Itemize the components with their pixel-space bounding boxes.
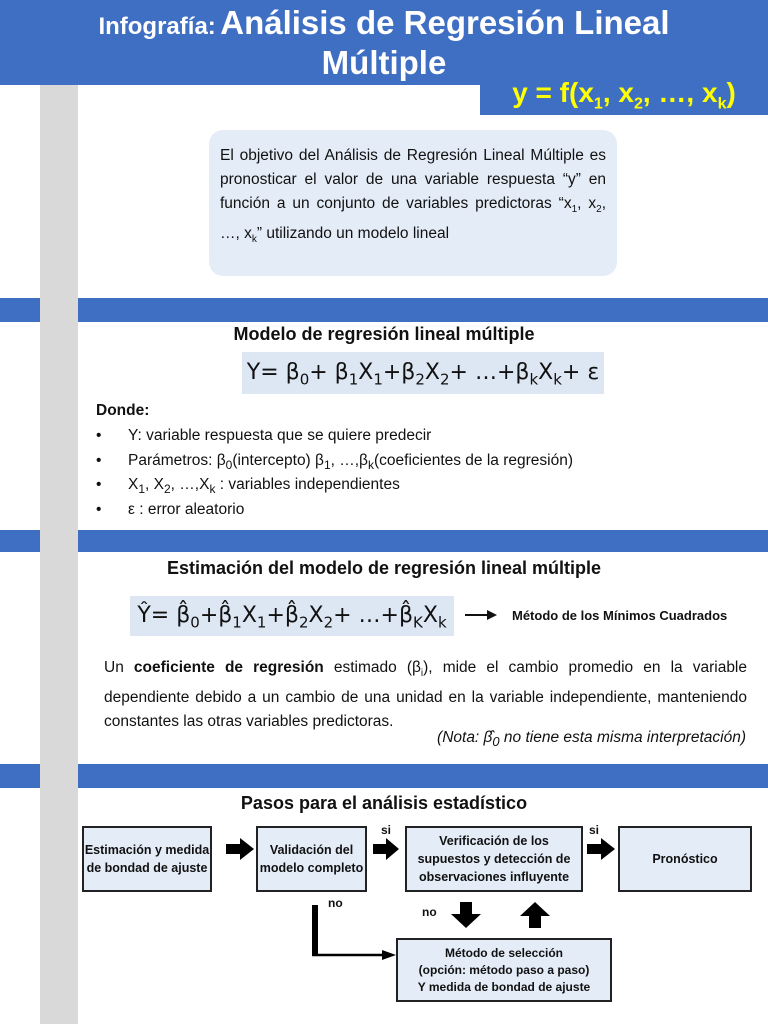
step-verification-box: Verificación de los supuestos y detección de observaciones influyente [405,826,583,892]
yes-label: si [381,823,392,837]
flow-arrow-icon [226,838,254,860]
function-formula: $y = f(x_1$, $x_2$, …, $x_k$) [480,70,768,115]
section-divider-band [0,764,768,788]
estimated-equation: Ŷ= $\betâ_0+\betâ_1X_1+\betâ_2X_2+$ $\dots+\betâ_KX_k$ [130,596,454,636]
list-item: • $X_1$, $X_2$, $\dots,X_k$ : variables independientes [96,473,736,498]
coefficient-explanation: Un coeficiente de regresión estimado $(\beta_i)$, mide el cambio promedio en la variable dependiente debido a un cambio de una unidad en la variable independiente, manteniendo constantes las otras variables predictoras. [104,659,747,731]
no-label: no [422,905,437,919]
section-divider-band [0,298,768,322]
title-prefix: Infografía: [98,13,216,40]
section-divider-band [0,530,768,552]
divider-gap [40,298,78,322]
left-decorative-stripe [40,85,78,1024]
list-item: • Parámetros: $\beta_0(intercepto)$ $\beta_1$, $\dots,\beta_k(coeficientes$ de la regresión) [96,449,736,474]
steps-heading: Pasos para el análisis estadístico [240,793,528,813]
elbow-arrow-icon [310,905,396,961]
title-main: Análisis de Regresión Lineal [220,4,670,41]
selection-line-2: (opción: método paso a paso) [418,962,590,977]
title-line-2: Múltiple [321,44,447,81]
divider-gap [40,530,78,552]
right-arrow-icon [465,608,497,622]
definitions-list [96,424,736,522]
yes-label: si [589,823,600,837]
method-label: Método de los Mínimos Cuadrados [512,608,728,623]
selection-line-3: Y medida de bondad de ajuste [417,979,591,994]
no-label: no [328,896,343,910]
interpretation-note: (Nota: $\betâ_0$ no tiene esta misma interpretación) [437,729,746,750]
model-equation: $Y= \beta_0+ \beta_1X_1+\beta_2X_2+$ $\dots+\beta_kX_k+ \varepsilon$ [242,352,604,394]
donde-label: Donde: [96,402,150,419]
down-arrow-icon [451,902,481,928]
step-forecast-box: Pronóstico [618,826,752,892]
step-estimation-box: Estimación y medida de bondad de ajuste [82,826,212,892]
up-arrow-icon [520,902,550,928]
flow-arrow-icon [587,838,615,860]
step-selection-box [396,938,612,1002]
selection-line-1: Método de selección [444,945,564,960]
list-item: • Y: variable respuesta que se quiere predecir [96,424,736,449]
flow-arrow-icon [373,838,399,860]
list-item: • ε : error aleatorio [96,498,736,523]
model-heading: Modelo de regresión lineal múltiple [233,324,535,344]
step-validation-box: Validación del modelo completo [256,826,367,892]
estimation-heading: Estimación del modelo de regresión lineal múltiple [166,558,602,578]
page-title [0,4,768,42]
objective-box: El objetivo del Análisis de Regresión Lineal Múltiple es pronosticar el valor de una variable respuesta “y” en función a un conjunto de variables predictoras “$x_1$, $x_2$, …, $x_k$” utilizando un modelo lineal [209,130,617,276]
divider-gap [40,764,78,788]
